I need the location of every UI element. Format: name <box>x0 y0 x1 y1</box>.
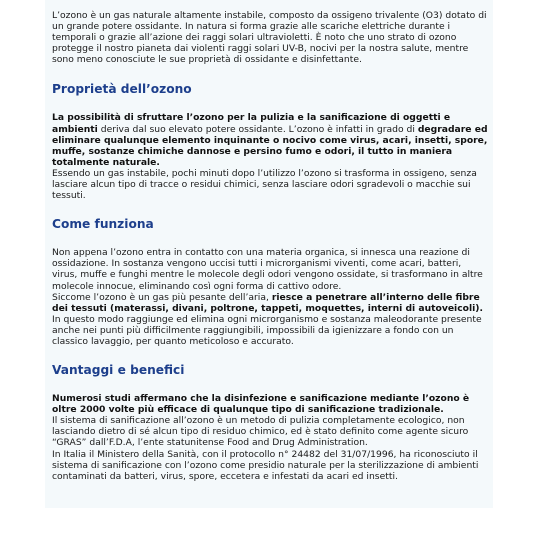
intro-paragraph: L’ozono è un gas naturale altamente instabile, composto da ossigeno trivalente (O3) dotato di un grande potere ossidante. In natura si forma grazie alle scariche elettriche durante i temporali o grazie all’azione dei raggi solari ultravioletti. È noto che uno strato di ozono protegge il nostro pianeta dai violenti raggi solari UV-B, nocivi per la nostra salute, mentre sono meno conosciute le sue proprietà di ossidante e disinfettante. <box>52 10 487 66</box>
benefits-paragraph-bold <box>52 393 489 415</box>
how-it-works-paragraph: Non appena l’ozono entra in contatto con una materia organica, si innesca una reazione di ossidazione. In sostanza vengono uccisi tutti i microrganismi viventi, come acari, batteri, virus, muffe e funghi mentre le molecole degli odori vengono ossidate, si trasformano in altre molecole innocue, eliminando così ogni forma di cattivo odore. <box>52 247 483 292</box>
how-it-works-paragraph-2 <box>52 292 489 347</box>
properties-text-1: deriva dal suo elevato potere ossidante. L’ozono è infatti in grado di <box>97 123 418 135</box>
properties-bold-1: La possibilità di sfruttare l’ozono per la pulizia e la sanificazione di oggetti e ambienti <box>52 112 451 135</box>
properties-bold-2: degradare ed eliminare qualunque elemento inquinante o nocivo come virus, acari, insetti, spore, muffe, sostanze chimiche dannose e persino fumo e odori, il tutto in maniera totalmente naturale. <box>52 123 488 168</box>
article <box>45 0 493 508</box>
how-it-works-text-2: In questo modo raggiunge ed elimina ogni microrganismo e sostanza maleodorante presente anche nei punti più difficilmente raggiungibili, impossibili da igienizzare a fondo con un classico lavaggio, per quanto meticoloso e accurato. <box>52 313 482 347</box>
how-it-works-text-1: Siccome l’ozono è un gas più pesante dell’aria, <box>52 291 272 303</box>
properties-paragraph-2: Essendo un gas instabile, pochi minuti dopo l’utilizzo l’ozono si trasforma in ossigeno, senza lasciare alcun tipo di tracce o residui chimici, senza lasciare odori sgradevoli o macchie sui tessuti. <box>52 167 477 202</box>
benefits-paragraph-3: In Italia il Ministero della Sanità, con il protocollo n° 24482 del 31/07/1996, ha riconosciuto il sistema di sanificazione con l’ozono come presidio naturale per la sterilizzazione di ambienti contaminati da batteri, virus, spore, eccetera e infestati da acari ed insetti. <box>52 448 479 482</box>
properties-paragraph <box>52 112 489 167</box>
benefits-bold-1: Numerosi studi affermano che la disinfezione e sanificazione mediante l’ozono è oltre 2000 volte più efficace di qualunque tipo di sanificazione tradizionale. <box>52 393 470 416</box>
how-it-works-bold-1: riesce a penetrare all’interno delle fibre dei tessuti (materassi, divani, poltrone, tappeti, moquettes, interni di autoveicoli). <box>52 291 483 314</box>
section-title-benefits: Vantaggi e benefici <box>52 363 185 378</box>
section-title-how-it-works: Come funziona <box>52 217 154 232</box>
benefits-paragraph-2: Il sistema di sanificazione all’ozono è un metodo di pulizia completamente ecologico, non lasciando dietro di sé alcun tipo di residuo chimico, ed è stato definito come agente sicuro “GRAS” dall’F.D.A, l’ente statunitense Food and Drug Administration. <box>52 415 469 449</box>
section-title-properties: Proprietà dell’ozono <box>52 82 192 97</box>
